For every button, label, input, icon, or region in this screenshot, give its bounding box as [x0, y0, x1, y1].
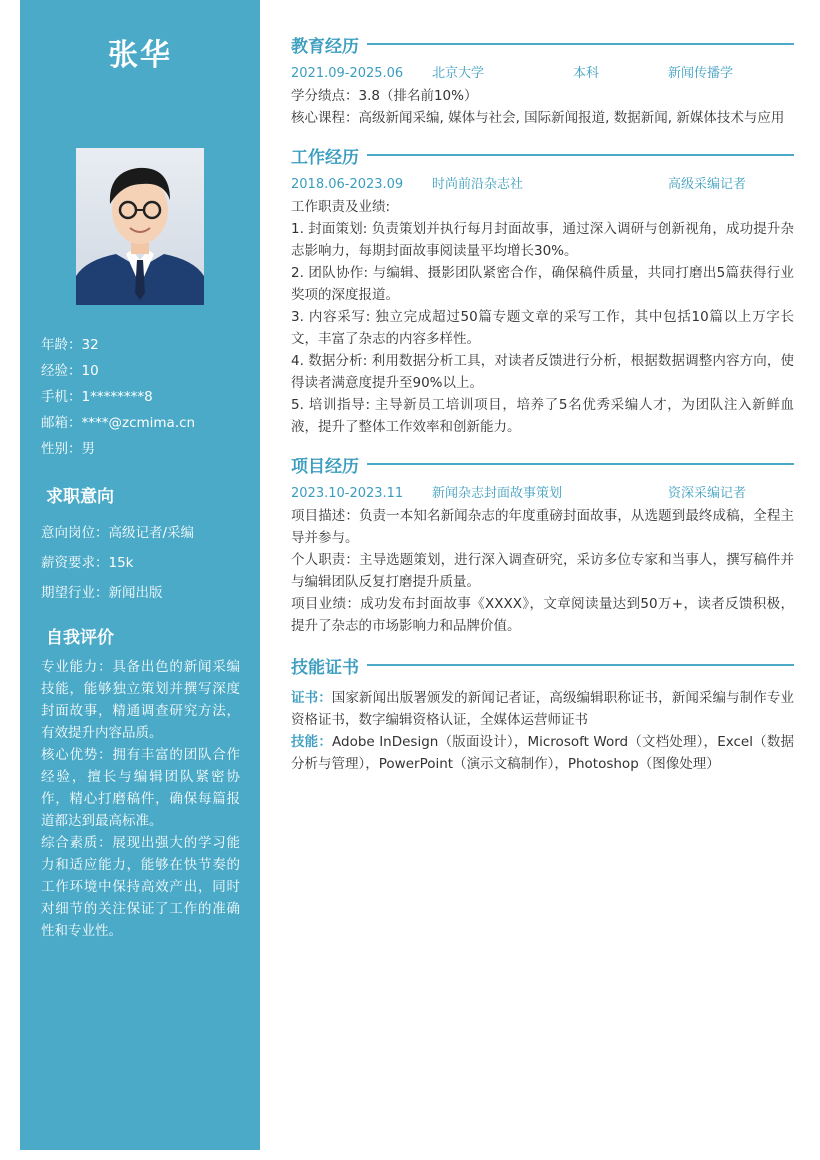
info-email: 邮箱：****@zcmima.cn: [41, 415, 196, 431]
candidate-name: 张华: [108, 38, 172, 73]
section-title: 工作经历: [291, 147, 359, 168]
info-experience: 经验：10: [41, 363, 99, 379]
work-period: 2018.06-2023.09: [291, 177, 404, 192]
skills: 技能：Adobe InDesign（版面设计），Microsoft Word（文档处理），Excel（数据分析与管理），PowerPoint（演示文稿制作），Photoshop（图像处理）: [291, 734, 795, 772]
project-heading: [291, 450, 794, 478]
work-meta: [291, 174, 794, 196]
intent-salary: 薪资要求：15k: [41, 555, 134, 571]
work-details: 工作职责及业绩: 1. 封面策划: 负责策划并执行每月封面故事，通过深入调研与创新视角，成功提升杂志影响力，每期封面故事阅读量平均增长30%。 2. 团队协作: 与编辑、摄影团队紧密合作，确保稿件质量，共同打磨出5篇获得行业奖项的深度报道。 3. 内容采写: 独立完成超过50篇专题文章的采写工作，其中包括10篇以上万字长文，丰富了杂志的内容多样性。 4. 数据分析: 利用数据分析工具，对读者反馈进行分析，根据数据调整内容方向，使得读者满意度提升至90%以上。 5. 培训指导: 主导新员工培训项目，培养了5名优秀采编人才，为团队注入新鲜血液，提升了整体工作效率和创新能力。: [291, 199, 794, 435]
intent-industry: 期望行业：新闻出版: [41, 585, 163, 601]
project-name: 新闻杂志封面故事策划: [432, 486, 563, 501]
info-phone: 手机：1********8: [41, 389, 153, 405]
education-details: 学分绩点：3.8（排名前10%） 核心课程：高级新闻采编, 媒体与社会, 国际新闻报道, 数据新闻, 新媒体技术与应用: [291, 88, 785, 126]
info-age: 年龄：32: [41, 337, 99, 353]
section-divider: [367, 154, 794, 156]
job-intent: [41, 518, 246, 608]
self-evaluation: [41, 656, 240, 942]
eval-item: 专业能力：具备出色的新闻采编技能，能够独立策划并撰写深度封面故事，精通调查研究方法，有效提升内容品质。: [41, 659, 240, 741]
education-period: 2021.09-2025.06: [291, 66, 404, 81]
info-gender: 性别：男: [41, 441, 95, 457]
skills-details: [291, 687, 794, 775]
intent-position: 意向岗位：高级记者/采编: [41, 525, 195, 541]
project-period: 2023.10-2023.11: [291, 486, 404, 501]
project-details: 项目描述：负责一本知名新闻杂志的年度重磅封面故事，从选题到最终成稿，全程主导并参与。 个人职责：主导选题策划，进行深入调查研究，采访多位专家和当事人，撰写稿件并与编辑团队反复打磨提升质量。 项目业绩：成功发布封面故事《XXXX》，文章阅读量达到50万+，读者反馈积极，提升了杂志的市场影响力和品牌价值。: [291, 508, 794, 634]
education-degree: 本科: [573, 66, 600, 81]
section-title: 教育经历: [291, 36, 359, 57]
eval-item: 综合素质：展现出强大的学习能力和适应能力，能够在快节奏的工作环境中保持高效产出，同时对细节的关注保证了工作的准确性和专业性。: [41, 835, 240, 939]
section-title: 项目经历: [291, 456, 359, 477]
certificates: 证书：国家新闻出版署颁发的新闻记者证，高级编辑职称证书，新闻采编与制作专业资格证书，数字编辑资格认证，全媒体运营师证书: [291, 690, 795, 728]
eval-heading: 自我评价: [46, 628, 114, 648]
work-role: 高级采编记者: [668, 177, 747, 192]
project-meta: [291, 483, 794, 505]
education-major: 新闻传播学: [668, 66, 734, 81]
education-meta: [291, 63, 794, 85]
education-heading: [291, 30, 794, 58]
sidebar: [20, 0, 260, 1150]
intent-heading: 求职意向: [46, 487, 114, 507]
section-title: 技能证书: [291, 657, 359, 678]
eval-item: 核心优势：拥有丰富的团队合作经验，擅长与编辑团队紧密协作，精心打磨稿件，确保每篇报道都达到最高标准。: [41, 747, 240, 829]
skills-heading: [291, 651, 794, 679]
education-school: 北京大学: [432, 66, 485, 81]
section-divider: [367, 43, 794, 45]
section-divider: [367, 463, 794, 465]
main-content: [291, 30, 794, 775]
project-role: 资深采编记者: [668, 486, 747, 501]
section-divider: [367, 664, 794, 666]
basic-info: [41, 332, 246, 462]
work-company: 时尚前沿杂志社: [432, 177, 524, 192]
profile-photo: [76, 148, 204, 305]
profile-photo-illustration: [76, 148, 204, 305]
work-heading: [291, 141, 794, 169]
